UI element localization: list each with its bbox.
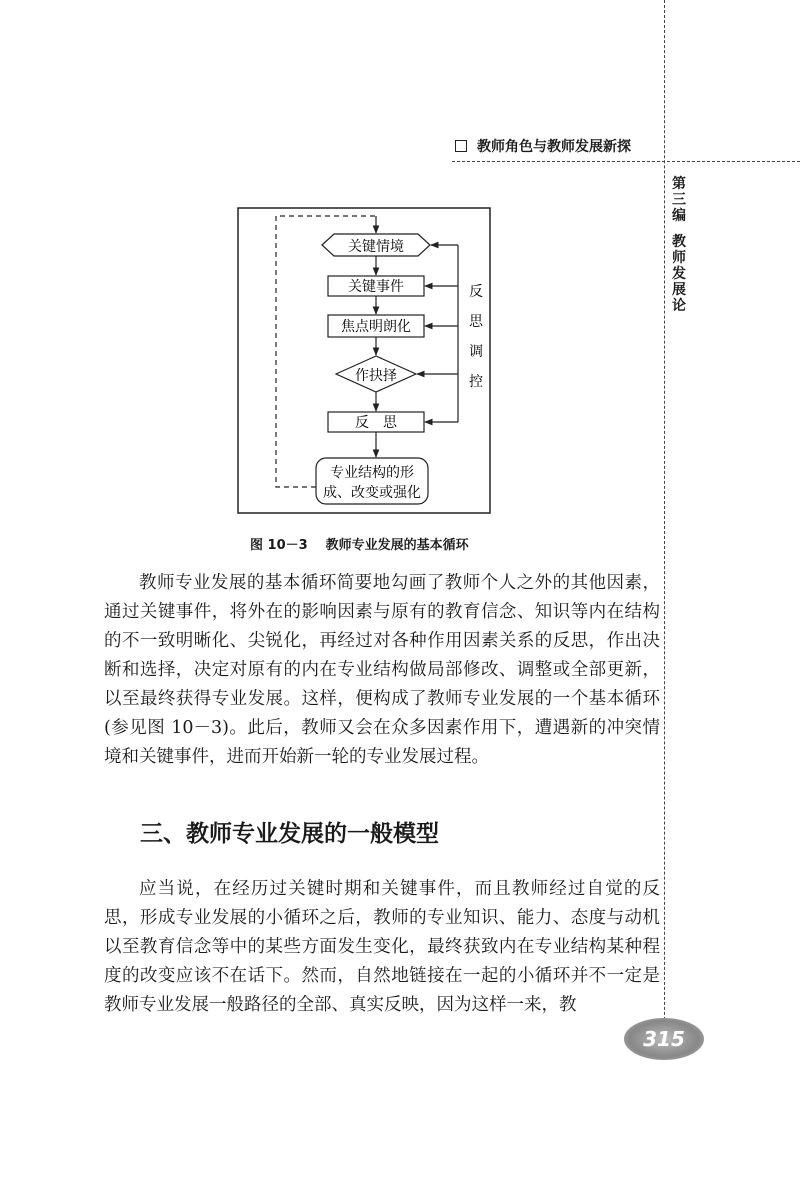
paragraph-2: 应当说，在经历过关键时期和关键事件，而且教师经过自觉的反思，形成专业发展的小循环之后，教师的专业知识、能力、态度与动机以至教育信念等中的某些方面发生变化，最终获致内在专业结构某种程度的改变应该不在话下。然而，自然地链接在一起的小循环并不一定是教师专业发展一般路径的全部、真实反映，因为这样一来，教 bbox=[104, 879, 660, 1015]
paragraph-1: 教师专业发展的基本循环简要地勾画了教师个人之外的其他因素，通过关键事件，将外在的影响因素与原有的教育信念、知识等内在结构的不一致明晰化、尖锐化，再经过对各种作用因素关系的反思，作出决断和选择，决定对原有的内在专业结构做局部修改、调整或全部更新，以至最终获得专业发展。这样，便构成了教师专业发展的一个基本循环(参见图 10－3)。此后，教师又会在众多因素作用下，遭遇新的冲突情境和关键事件，进而开始新一轮的专业发展过程。 bbox=[104, 573, 660, 767]
node-structure-line2: 成、改变或强化 bbox=[323, 485, 421, 501]
node-focus-label: 焦点明朗化 bbox=[341, 319, 411, 335]
header-title: 教师角色与教师发展新探 bbox=[477, 139, 631, 155]
loop-label-2: 思 bbox=[469, 314, 483, 330]
side-label-section: 教师发展论 bbox=[672, 234, 686, 314]
node-structure-line1: 专业结构的形 bbox=[330, 465, 414, 481]
caption-number: 图 10－3 bbox=[250, 538, 308, 553]
flowchart bbox=[236, 200, 496, 518]
square-icon bbox=[455, 140, 467, 152]
figure-caption bbox=[250, 534, 469, 553]
header-divider bbox=[452, 161, 800, 162]
side-label-part: 第三编 bbox=[672, 176, 686, 224]
side-label bbox=[672, 176, 690, 314]
node-reflect-label: 反 思 bbox=[355, 415, 397, 431]
page-number: 315 bbox=[624, 1018, 704, 1060]
margin-divider bbox=[664, 0, 665, 1060]
caption-text: 教师专业发展的基本循环 bbox=[325, 538, 469, 553]
section-title: 三、教师专业发展的一般模型 bbox=[140, 821, 439, 847]
running-header bbox=[455, 136, 631, 156]
loop-label-4: 控 bbox=[469, 374, 483, 390]
return-loop bbox=[276, 216, 376, 487]
loop-label-1: 反 bbox=[469, 284, 483, 300]
loop-label-3: 调 bbox=[469, 344, 483, 360]
node-key-event-label: 关键事件 bbox=[348, 279, 404, 295]
node-key-situation-label: 关键情境 bbox=[348, 239, 404, 255]
node-choice-label: 作抉择 bbox=[355, 368, 397, 384]
